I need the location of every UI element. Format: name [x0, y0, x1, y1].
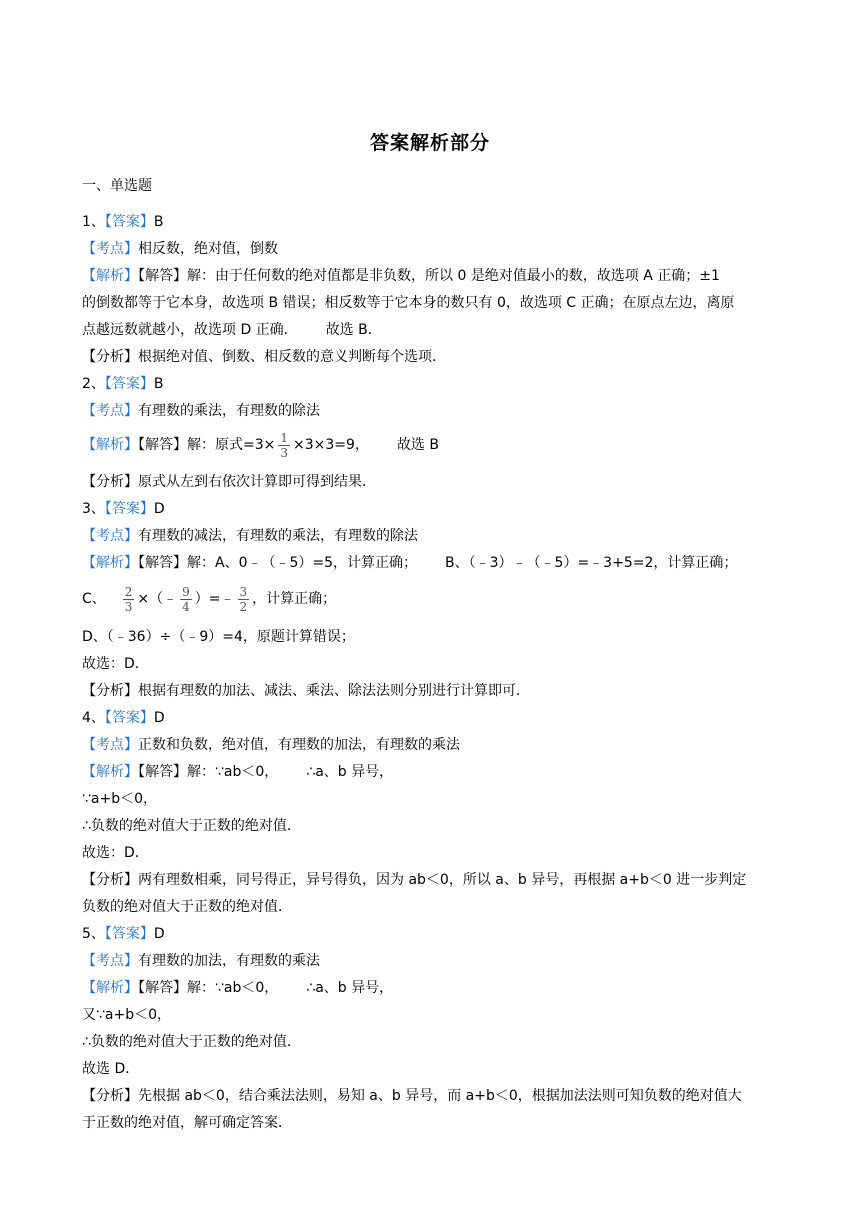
q3-point-line: [82, 526, 782, 546]
q5-analysis-line2: 又∵a+b＜0，: [82, 1007, 172, 1023]
q2-answer-line: [82, 374, 782, 394]
q4-fenxi-line1: [82, 870, 782, 890]
fraction-numerator: 3: [239, 584, 248, 599]
q3-fenxi-line: [82, 681, 782, 701]
q2-analysis-line: [82, 428, 782, 462]
q1-choose: 故选 B．: [325, 322, 382, 338]
q4-analysis-line1: [82, 762, 782, 782]
answer-tag: 【答案】: [104, 376, 154, 392]
point-tag: 【考点】: [82, 403, 138, 419]
q4-fenxi1: 两有理数相乘，同号得正，异号得负，因为 ab＜0，所以 a、b 异号，再根据 a+b＜0 进一步判定: [138, 872, 747, 888]
q4-choose: 故选：D．: [82, 845, 149, 861]
q3-answer-line: [82, 499, 782, 519]
q5-analysis-line3: ∴负数的绝对值大于正数的绝对值．: [82, 1034, 301, 1050]
fraction-numerator: 9: [182, 584, 190, 599]
q1-answer: B: [153, 214, 164, 230]
q3-analysis-b: B、（﹣3）﹣（﹣5）=﹣3+5=2，计算正确；: [445, 555, 738, 571]
analysis-tag: 【解析】: [82, 764, 138, 780]
fraction-denominator: 3: [124, 599, 133, 614]
fraction-numerator: 2: [124, 584, 133, 599]
q3-fraction-1: [123, 586, 135, 613]
q3-analysis-line1: [82, 553, 782, 573]
q2-fraction: [278, 432, 290, 459]
q3-number: 3、: [82, 501, 105, 517]
q3-c-mid2: ）=﹣: [194, 591, 235, 607]
q3-fraction-3: [238, 586, 250, 613]
q3-analysis-a: 【解答】解：A、0﹣（﹣5）=5，计算正确；: [138, 555, 418, 571]
q2-answer: B: [153, 376, 164, 392]
q1-answer-line: [82, 212, 782, 232]
q5-fenxi-line2: 于正数的绝对值，解可确定答案．: [82, 1115, 292, 1131]
q4-analysis-line2: ∵a+b＜0，: [82, 791, 158, 807]
answer-tag: 【答案】: [104, 214, 154, 230]
fenxi-tag: 【分析】: [82, 872, 138, 888]
q3-c-post: ，计算正确；: [252, 591, 337, 607]
q5-choose: 故选 D．: [82, 1061, 140, 1077]
q4-answer-line: [82, 708, 782, 728]
q5-point-line: [82, 951, 782, 971]
answer-tag: 【答案】: [104, 710, 154, 726]
q1-analysis-text1: 【解答】解：由于任何数的绝对值都是非负数，所以 0 是绝对值最小的数，故选项 A 正确；±1: [138, 268, 720, 284]
analysis-tag: 【解析】: [82, 437, 138, 453]
point-tag: 【考点】: [82, 241, 138, 257]
q3-fenxi: 根据有理数的加法、减法、乘法、除法法则分别进行计算即可．: [138, 683, 530, 699]
analysis-tag: 【解析】: [82, 980, 138, 996]
analysis-tag: 【解析】: [82, 268, 138, 284]
fraction-numerator: 1: [280, 430, 289, 445]
fraction-denominator: 3: [280, 445, 289, 460]
q2-point: 有理数的乘法，有理数的除法: [138, 403, 320, 419]
q2-fenxi: 原式从左到右依次计算即可得到结果．: [138, 474, 376, 490]
q5-fenxi1: 先根据 ab＜0，结合乘法法则，易知 a、b 异号，而 a+b＜0，根据加法法则可知负数的绝对值大: [138, 1088, 742, 1104]
q1-analysis-line1: [82, 266, 782, 286]
q4-analysis-line3: ∴负数的绝对值大于正数的绝对值．: [82, 818, 301, 834]
q5-answer: D: [153, 926, 165, 942]
q5-answer-line: [82, 924, 782, 944]
answer-tag: 【答案】: [104, 501, 154, 517]
q3-answer: D: [153, 501, 165, 517]
fraction-denominator: 4: [182, 599, 190, 614]
q4-analysis-a: 【解答】解：∵ab＜0，: [138, 764, 279, 780]
q1-point-line: [82, 239, 782, 259]
fenxi-tag: 【分析】: [82, 683, 138, 699]
analysis-tag: 【解析】: [82, 555, 138, 571]
q3-c-pre: C、: [82, 591, 106, 607]
q2-choose: 故选 B: [396, 437, 439, 453]
q3-choose: 故选：D．: [82, 656, 149, 672]
q2-number: 2、: [82, 376, 105, 392]
q3-c-mid: ×（﹣: [137, 591, 178, 607]
q5-analysis-a: 【解答】解：∵ab＜0，: [138, 980, 279, 996]
q1-fenxi-line: [82, 347, 782, 367]
q4-answer: D: [153, 710, 165, 726]
q4-analysis-b: ∴a、b 异号，: [306, 764, 394, 780]
q3-analysis-line-d: D、（﹣36）÷（﹣9）=4，原题计算错误；: [82, 629, 355, 645]
q4-fenxi-line2: 负数的绝对值大于正数的绝对值．: [82, 899, 292, 915]
q2-point-line: [82, 401, 782, 421]
q3-analysis-line-c: [82, 582, 782, 616]
answer-tag: 【答案】: [104, 926, 154, 942]
q5-fenxi-line1: [82, 1086, 782, 1106]
q5-analysis-line1: [82, 978, 782, 998]
q1-number: 1、: [82, 214, 105, 230]
point-tag: 【考点】: [82, 953, 138, 969]
q1-fenxi: 根据绝对值、倒数、相反数的意义判断每个选项．: [138, 349, 446, 365]
q3-point: 有理数的减法，有理数的乘法，有理数的除法: [138, 528, 418, 544]
q2-analysis-post: ×3×3=9，: [293, 437, 369, 453]
q3-fraction-2: [180, 586, 192, 613]
q1-analysis-line2: 的倒数都等于它本身，故选项 B 错误；相反数等于它本身的数只有 0，故选项 C 正确；在原点左边，离原: [82, 295, 735, 311]
q1-point: 相反数，绝对值，倒数: [138, 241, 278, 257]
q2-analysis-pre: 【解答】解：原式=3×: [138, 437, 276, 453]
q5-point: 有理数的加法，有理数的乘法: [138, 953, 320, 969]
fenxi-tag: 【分析】: [82, 474, 138, 490]
fenxi-tag: 【分析】: [82, 349, 138, 365]
q4-number: 4、: [82, 710, 105, 726]
q1-analysis-line3: [82, 320, 782, 340]
section-heading: 一、单选题: [82, 178, 152, 194]
q1-analysis-text3: 点越远数就越小，故选项 D 正确．: [82, 322, 298, 338]
q5-analysis-b: ∴a、b 异号，: [306, 980, 394, 996]
point-tag: 【考点】: [82, 528, 138, 544]
q5-number: 5、: [82, 926, 105, 942]
q4-point-line: [82, 735, 782, 755]
q2-fenxi-line: [82, 472, 782, 492]
point-tag: 【考点】: [82, 737, 138, 753]
fenxi-tag: 【分析】: [82, 1088, 138, 1104]
q4-point: 正数和负数，绝对值，有理数的加法，有理数的乘法: [138, 737, 460, 753]
page-title: 答案解析部分: [369, 132, 490, 154]
fraction-denominator: 2: [239, 599, 248, 614]
